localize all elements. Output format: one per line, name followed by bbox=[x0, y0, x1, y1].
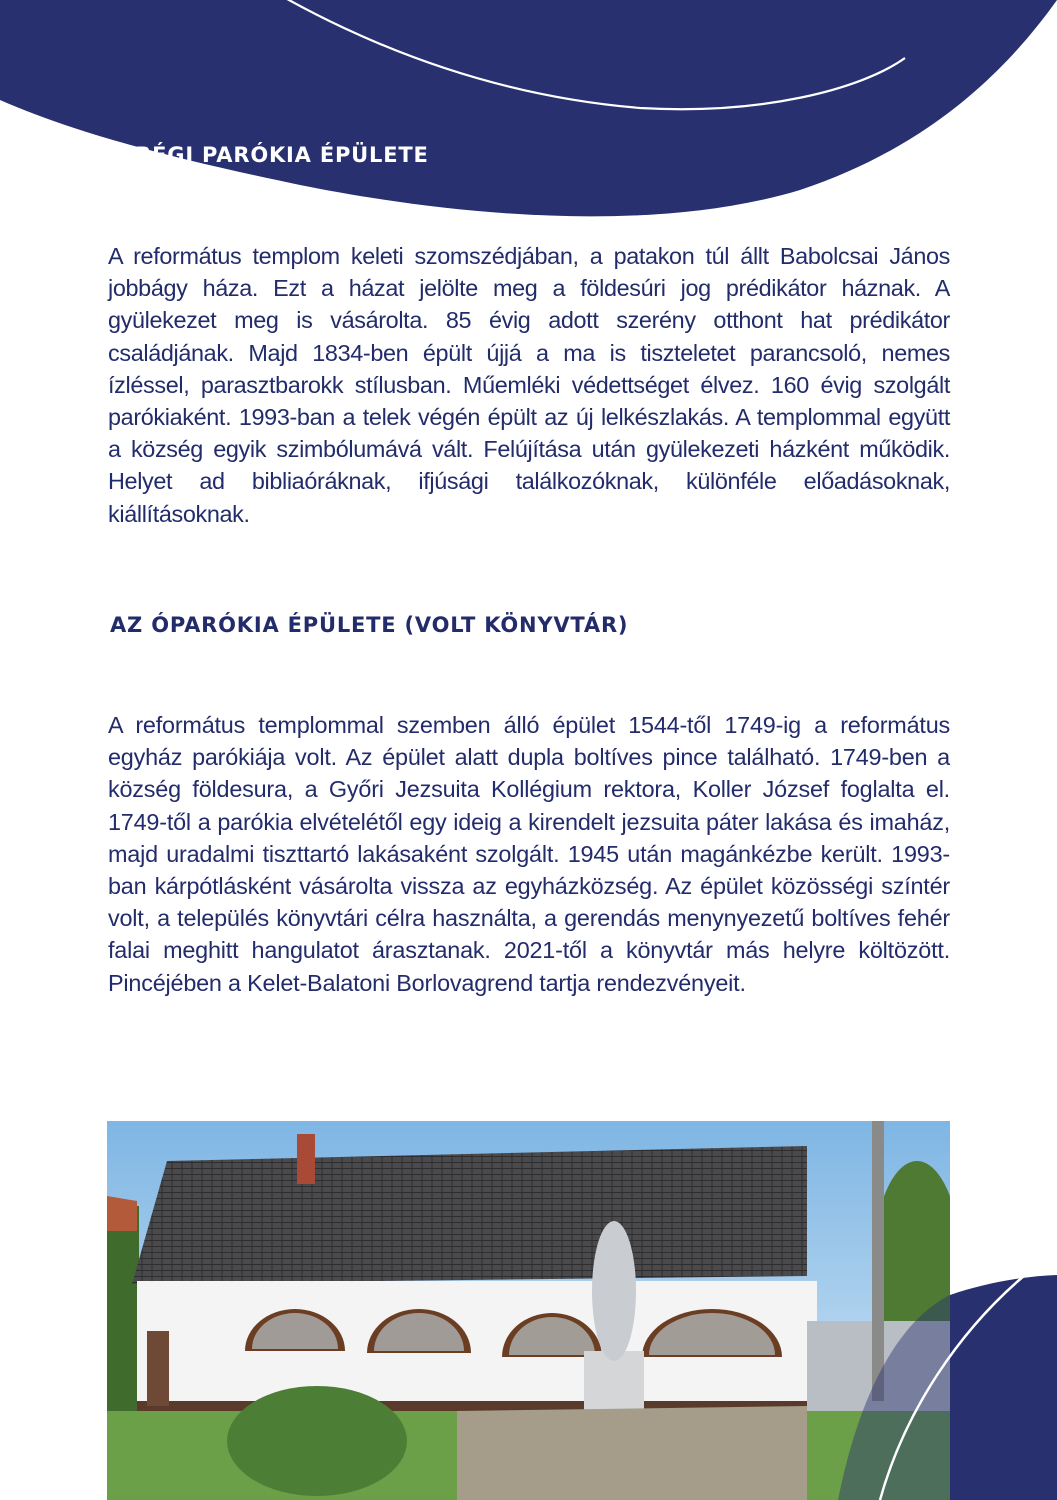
stone-wall bbox=[457, 1406, 807, 1500]
tree-left bbox=[107, 1206, 139, 1416]
chimney bbox=[297, 1134, 315, 1184]
header-wave-shape bbox=[0, 0, 1057, 216]
footer-wave-shape bbox=[950, 1275, 1057, 1500]
utility-pole bbox=[872, 1121, 884, 1401]
header-wave-decoration bbox=[0, 0, 1057, 240]
section-body: A református templom keleti szomszédjában, a patakon túl állt Babolcsai János jobbágy háza. Ezt a házat jelölte meg a földesúri jog prédikátor háznak. A gyülekezet meg is vásárolta. 85 évig adott szerény otthont hat prédikátor családjának. Majd 1834-ben épült újjá a ma is tiszteletet parancsoló, nemes ízléssel, parasztbarokk stílusban. Műemléki védettséget élvez. 160 évig szolgált parókiaként. 1993-ban a telek végén épült az új lelkészlakás. A templommal együtt a község egyik szimbólumává vált. Felújítása után gyülekezeti házként működik. Helyet ad bibliaóráknak, ifjúsági találkozóknak, különféle előadásoknak, kiállításoknak. bbox=[108, 243, 950, 527]
neighbor-roof bbox=[107, 1196, 137, 1231]
bushes bbox=[227, 1386, 407, 1496]
statue bbox=[592, 1221, 636, 1361]
section-body: A református templommal szemben álló épület 1544-től 1749-ig a református egyház parókiája volt. Az épület alatt dupla boltíves pince található. 1749-ben a község földesura, a Győri Jezsuita Kollégium rektora, Koller József foglalta el. 1749-től a parókia elvételétől egy ideig a kirendelt jezsuita páter lakása és imaház, majd uradalmi tiszttartó lakásaként szolgált. 1945 után magánkézbe került. 1993-ban kárpótlásként vásárolta vissza az egyházközség. Az épület közösségi színtér volt, a település könyvtári célra használta, a gerendás menynyezetű boltíves fehér falai meghitt hangulatot árasztanak. 2021-től a könyvtár más helyre költözött. Pincéjében a Kelet-Balatoni Borlovagrend tartja rendezvényeit. bbox=[108, 712, 950, 996]
building-photo bbox=[107, 1121, 950, 1500]
section-title: AZ ÓPARÓKIA ÉPÜLETE (VOLT KÖNYVTÁR) bbox=[110, 613, 629, 637]
roof bbox=[132, 1146, 807, 1284]
section-title: A RÉGI PARÓKIA ÉPÜLETE bbox=[110, 143, 429, 167]
wooden-statue bbox=[147, 1331, 169, 1406]
